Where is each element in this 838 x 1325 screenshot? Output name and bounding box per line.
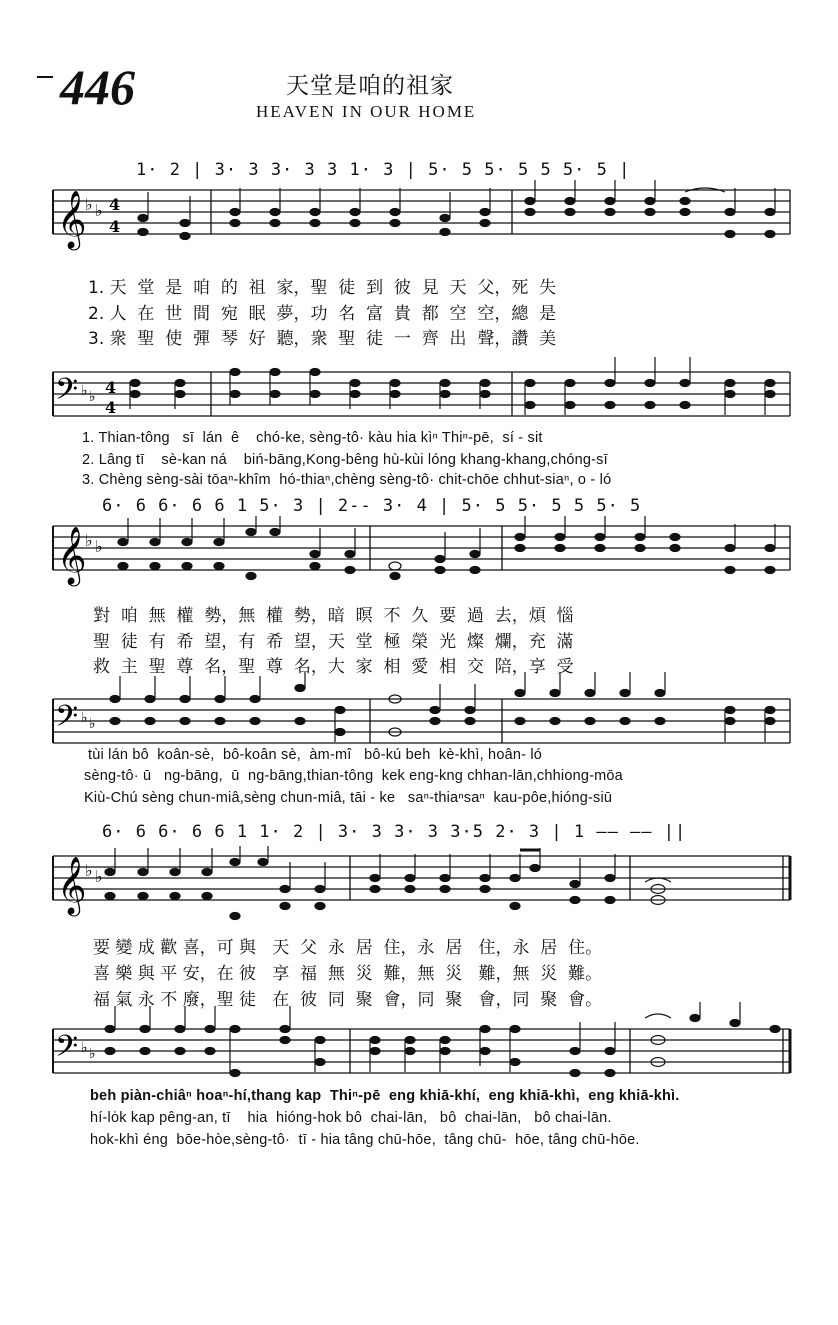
time-signature: 4 [105,398,117,417]
treble-clef-icon: 𝄞 [57,856,87,914]
time-signature: 4 [109,195,121,214]
lyrics-romanized-verse-3-c: hok-khì éng bōe-hòe,sèng-tô· tī - hia tâng chū-hōe, tâng chū- hōe, tâng chū-hōe. [90,1132,640,1148]
flat-icon: ♭ [85,531,93,550]
flat-icon: ♭ [85,195,93,214]
bass-clef-icon: 𝄢 [55,1030,79,1071]
hymn-number: 446 [60,59,135,115]
lyrics-romanized-verse-3-b: Kiù-Chú sèng chun-miâ,sèng chun-miâ, tāi - ke saⁿ-thiaⁿsaⁿ kau-pôe,hióng-siū [84,790,613,806]
lyrics-romanized-verse-1-b: tùi lán bô koân-sè, bô-koân sè, àm-mî bô-kú beh kè-khì, hoân- ló [88,747,543,763]
lyrics-romanized-verse-1-c: beh piàn-chiâⁿ hoaⁿ-hí,thang kap Thiⁿ-pē eng khiā-khí, eng khiā-khì, eng khiā-khì. [90,1088,680,1104]
flat-icon: ♭ [89,716,96,732]
page-mark [37,76,53,78]
flat-icon: ♭ [81,710,88,726]
time-signature: 4 [105,378,117,397]
lyrics-cn-verse-2: 2. 人 在 世 間 宛 眠 夢，功 名 富 貴 都 空 空，總 是 [88,304,557,324]
lyrics-cn-verse-2-b: 聖 徒 有 希 望，有 希 望，天 堂 極 榮 光 燦 爛，充 滿 [93,632,574,652]
bass-staff-1 [45,345,795,425]
cipher-line-3: 6· 6 6· 6 6 1 1· 2 | 3· 3 3· 3 3·5 2· 3 | 1 —— —— || [102,822,687,842]
notes [138,180,775,240]
bass-clef-icon: 𝄢 [55,700,79,741]
flat-icon: ♭ [95,537,103,556]
cipher-line-2: 6· 6 6· 6 6 1 5· 3 | 2-- 3· 4 | 5· 5 5· 5 5 5· 5 [102,496,642,516]
treble-clef-icon: 𝄞 [57,526,87,584]
bass-clef-icon: 𝄢 [55,373,79,414]
lyrics-romanized-verse-3: 3. Chèng sèng-sài tōaⁿ-khîm hó-thiaⁿ,chèng sèng-tô· chit-chōe chhut-siaⁿ, o - ló [82,472,612,488]
lyrics-romanized-verse-2-c: hí-lo̍k kap pêng-an, tī hia hióng-hok bô chai-lān, bô chai-lān, bô chai-lān. [90,1110,612,1126]
treble-staff-3 [45,846,795,926]
flat-icon: ♭ [81,1040,88,1056]
notes [105,1002,780,1077]
lyrics-romanized-verse-2-b: sèng-tô· ū ng-bāng, ū ng-bāng,thian-tông kek eng-kng chhan-lān,chhiong-mōa [84,768,623,784]
flat-icon: ♭ [89,389,96,405]
lyrics-cn-verse-3: 3. 衆 聖 使 彈 琴 好 聽，衆 聖 徒 一 齊 出 聲，讚 美 [88,329,557,349]
lyrics-cn-verse-2-c: 喜 樂 與 平 安，在 彼 享 福 無 災 難，無 災 難，無 災 難。 [93,964,603,984]
lyrics-cn-verse-1-b: 對 咱 無 權 勢，無 權 勢，暗 暝 不 久 要 過 去，煩 惱 [93,606,574,626]
lyrics-cn-verse-3-c: 福 氣 永 不 廢，聖 徒 在 彼 同 聚 會，同 聚 會，同 聚 會。 [93,990,603,1010]
treble-staff-2 [45,516,795,596]
title-chinese: 天堂是咱的祖家 [286,73,454,99]
title-english: HEAVEN IN OUR HOME [256,102,477,121]
flat-icon: ♭ [95,867,103,886]
lyrics-cn-verse-3-b: 救 主 聖 尊 名，聖 尊 名，大 家 相 愛 相 交 陪，享 受 [93,657,574,677]
lyrics-cn-verse-1: 1. 天 堂 是 咱 的 祖 家，聖 徒 到 彼 見 天 父，死 失 [88,278,557,298]
lyrics-cn-verse-1-c: 要 變 成 歡 喜，可 與 天 父 永 居 住，永 居 住，永 居 住。 [93,938,603,958]
cipher-line-1: 1· 2 | 3· 3 3· 3 3 1· 3 | 5· 5 5· 5 5 5· 5 | [136,160,631,180]
bass-staff-3 [45,1002,795,1087]
lyrics-romanized-verse-2: 2. Lâng tī sè-kan ná biń-bāng,Kong-bêng hù-kùi lóng khang-khang,chóng-sī [82,452,608,468]
notes [130,357,775,415]
flat-icon: ♭ [85,861,93,880]
lyrics-romanized-verse-1: 1. Thian-tông sī lán ê chó-ke, sèng-tô· kàu hia kìⁿ Thiⁿ-pē, sí - sit [82,430,543,446]
bass-staff-2 [45,672,795,752]
treble-clef-icon: 𝄞 [57,190,87,248]
notes [105,846,665,920]
flat-icon: ♭ [95,201,103,220]
flat-icon: ♭ [89,1046,96,1062]
treble-staff-1 [45,180,795,260]
flat-icon: ♭ [81,383,88,399]
time-signature: 4 [109,217,121,236]
